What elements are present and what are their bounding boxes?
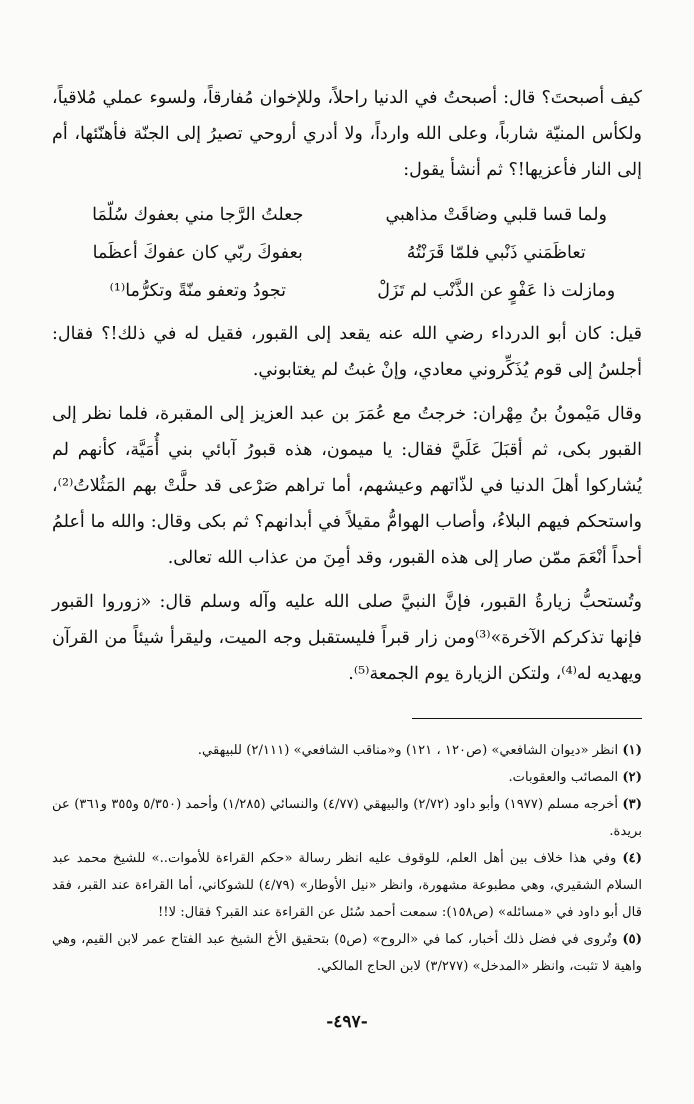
- footnote-text: المصائب والعقوبات.: [508, 770, 619, 785]
- poem-verse: [60, 196, 634, 234]
- footnote-number: (٤): [622, 851, 642, 866]
- body-paragraph: وقال مَيْمونُ بنُ مِهْران: خرجتُ مع عُمَرَ بن عبد العزيز إلى المقبرة، فلما نظر إلى القبور بكى، ثم أقبَلَ عَلَيَّ فقال: يا ميمون، هذه قبورُ آبائي بني أُمَيَّة، كأنهم لم يُشاركوا أهلَ الدنيا في لذّاتهم وعيشهم، أما تراهم صَرْعى قد حلَّتْ بهم المَثُلاتُ⁽²⁾، واستحكم فيهم البلاءُ، وأصاب الهوامُّ مقيلاً في أبدانهم؟ ثم بكى وقال: والله ما أعلمُ أحداً أنْعَمَ ممّن صار إلى هذه القبور، وقد أمِنَ من عذاب الله تعالى.: [52, 404, 642, 568]
- footnote-text: أخرجه مسلم (١٩٧٧) وأبو داود (٢/٧٢) والبيهقي (٤/٧٧) والنسائي (١/٢٨٥) وأحمد (٥/٣٥٠ و٣٥٥ و٣٦١) عن بريدة.: [52, 797, 642, 839]
- footnote-number: (١): [622, 743, 642, 758]
- footnote: [52, 791, 642, 845]
- footnotes: [52, 737, 642, 980]
- footnote: [52, 737, 642, 764]
- footnote-number: (٣): [622, 797, 642, 812]
- body-paragraph: قيل: كان أبو الدرداء رضي الله عنه يقعد إلى القبور، فقيل له في ذلك!؟ فقال: أجلسُ إلى قوم يُذَكِّروني معادي، وإنْ غبتُ لم يغتابوني.: [52, 324, 642, 380]
- verse-second-hemistich: جعلتُ الرَّجا مني بعفوك سُلّمَا: [92, 205, 304, 225]
- poem-verse: [60, 272, 634, 310]
- footnote-number: (٥): [622, 932, 642, 947]
- footnote: [52, 764, 642, 791]
- verse-first-hemistich: ولما قسا قلبي وضاقَتْ مذاهبي: [385, 205, 607, 225]
- poem-verse: [60, 234, 634, 272]
- poem-block: [60, 196, 634, 310]
- footnote-separator: [412, 718, 642, 719]
- verse-first-hemistich: ومازلت ذا عَفْوٍ عن الذَّنْب لم تَزَلْ: [377, 281, 616, 301]
- verse-first-hemistich: تعاظَمَني ذَنْبي فلمّا قَرَنْتُهُ: [406, 243, 586, 263]
- footnote: [52, 926, 642, 980]
- verse-second-hemistich: بعفوكَ ربّي كان عفوكَ أعظَما: [92, 243, 303, 263]
- footnote: [52, 845, 642, 926]
- footnote-number: (٢): [622, 770, 642, 785]
- body-paragraph: كيف أصبحتَ؟ قال: أصبحتُ في الدنيا راحلاً، وللإخوان مُفارقاً، ولسوء عملي مُلاقياً، ولكأس المنيّة شارباً، وعلى الله وارداً، ولا أدري أروحي تصيرُ إلى الجنّة فأهنّئها، أم إلى النار فأعزيها!؟ ثم أنشأ يقول:: [52, 88, 642, 180]
- footnote-text: انظر «ديوان الشافعي» (ص١٢٠ ، ١٢١) و«مناقب الشافعي» (٢/١١١) للبيهقي.: [197, 743, 619, 758]
- page-number: -٤٩٧-: [326, 1012, 368, 1032]
- verse-second-hemistich: تجودُ وتعفو منّةً وتكرُّما⁽¹⁾: [109, 281, 286, 301]
- footnote-text: وفي هذا خلاف بين أهل العلم، للوقوف عليه انظر رسالة «حكم القراءة للأموات..» للشيخ محمد عبد السلام الشقيري، وهي مطبوعة مشهورة، وانظر «نيل الأوطار» (٤/٧٩) للشوكاني، أما القراءة عند القبر، فقد قال أبو داود في «مسائله» (ص١٥٨): سمعت أحمد سُئل عن القراءة عند القبر؟ فقال: لا!!: [52, 851, 642, 920]
- footnote-text: وتُروى في فضل ذلك أخبار، كما في «الروح» (ص٥) بتحقيق الأخ الشيخ عبد الفتاح عمر لابن القيم، وهي واهية لا تثبت، وانظر «المدخل» (٣/٢٧٧) لابن الحاج المالكي.: [52, 932, 642, 974]
- body-paragraph: وتُستحبُّ زيارةُ القبور، فإنَّ النبيَّ صلى الله عليه وآله وسلم قال: «زوروا القبور فإنها تذكركم الآخرة»⁽³⁾ومن زار قبراً فليستقبل وجه الميت، وليقرأ شيئاً من القرآن ويهديه له⁽⁴⁾، ولتكن الزيارة يوم الجمعة⁽⁵⁾.: [52, 592, 642, 684]
